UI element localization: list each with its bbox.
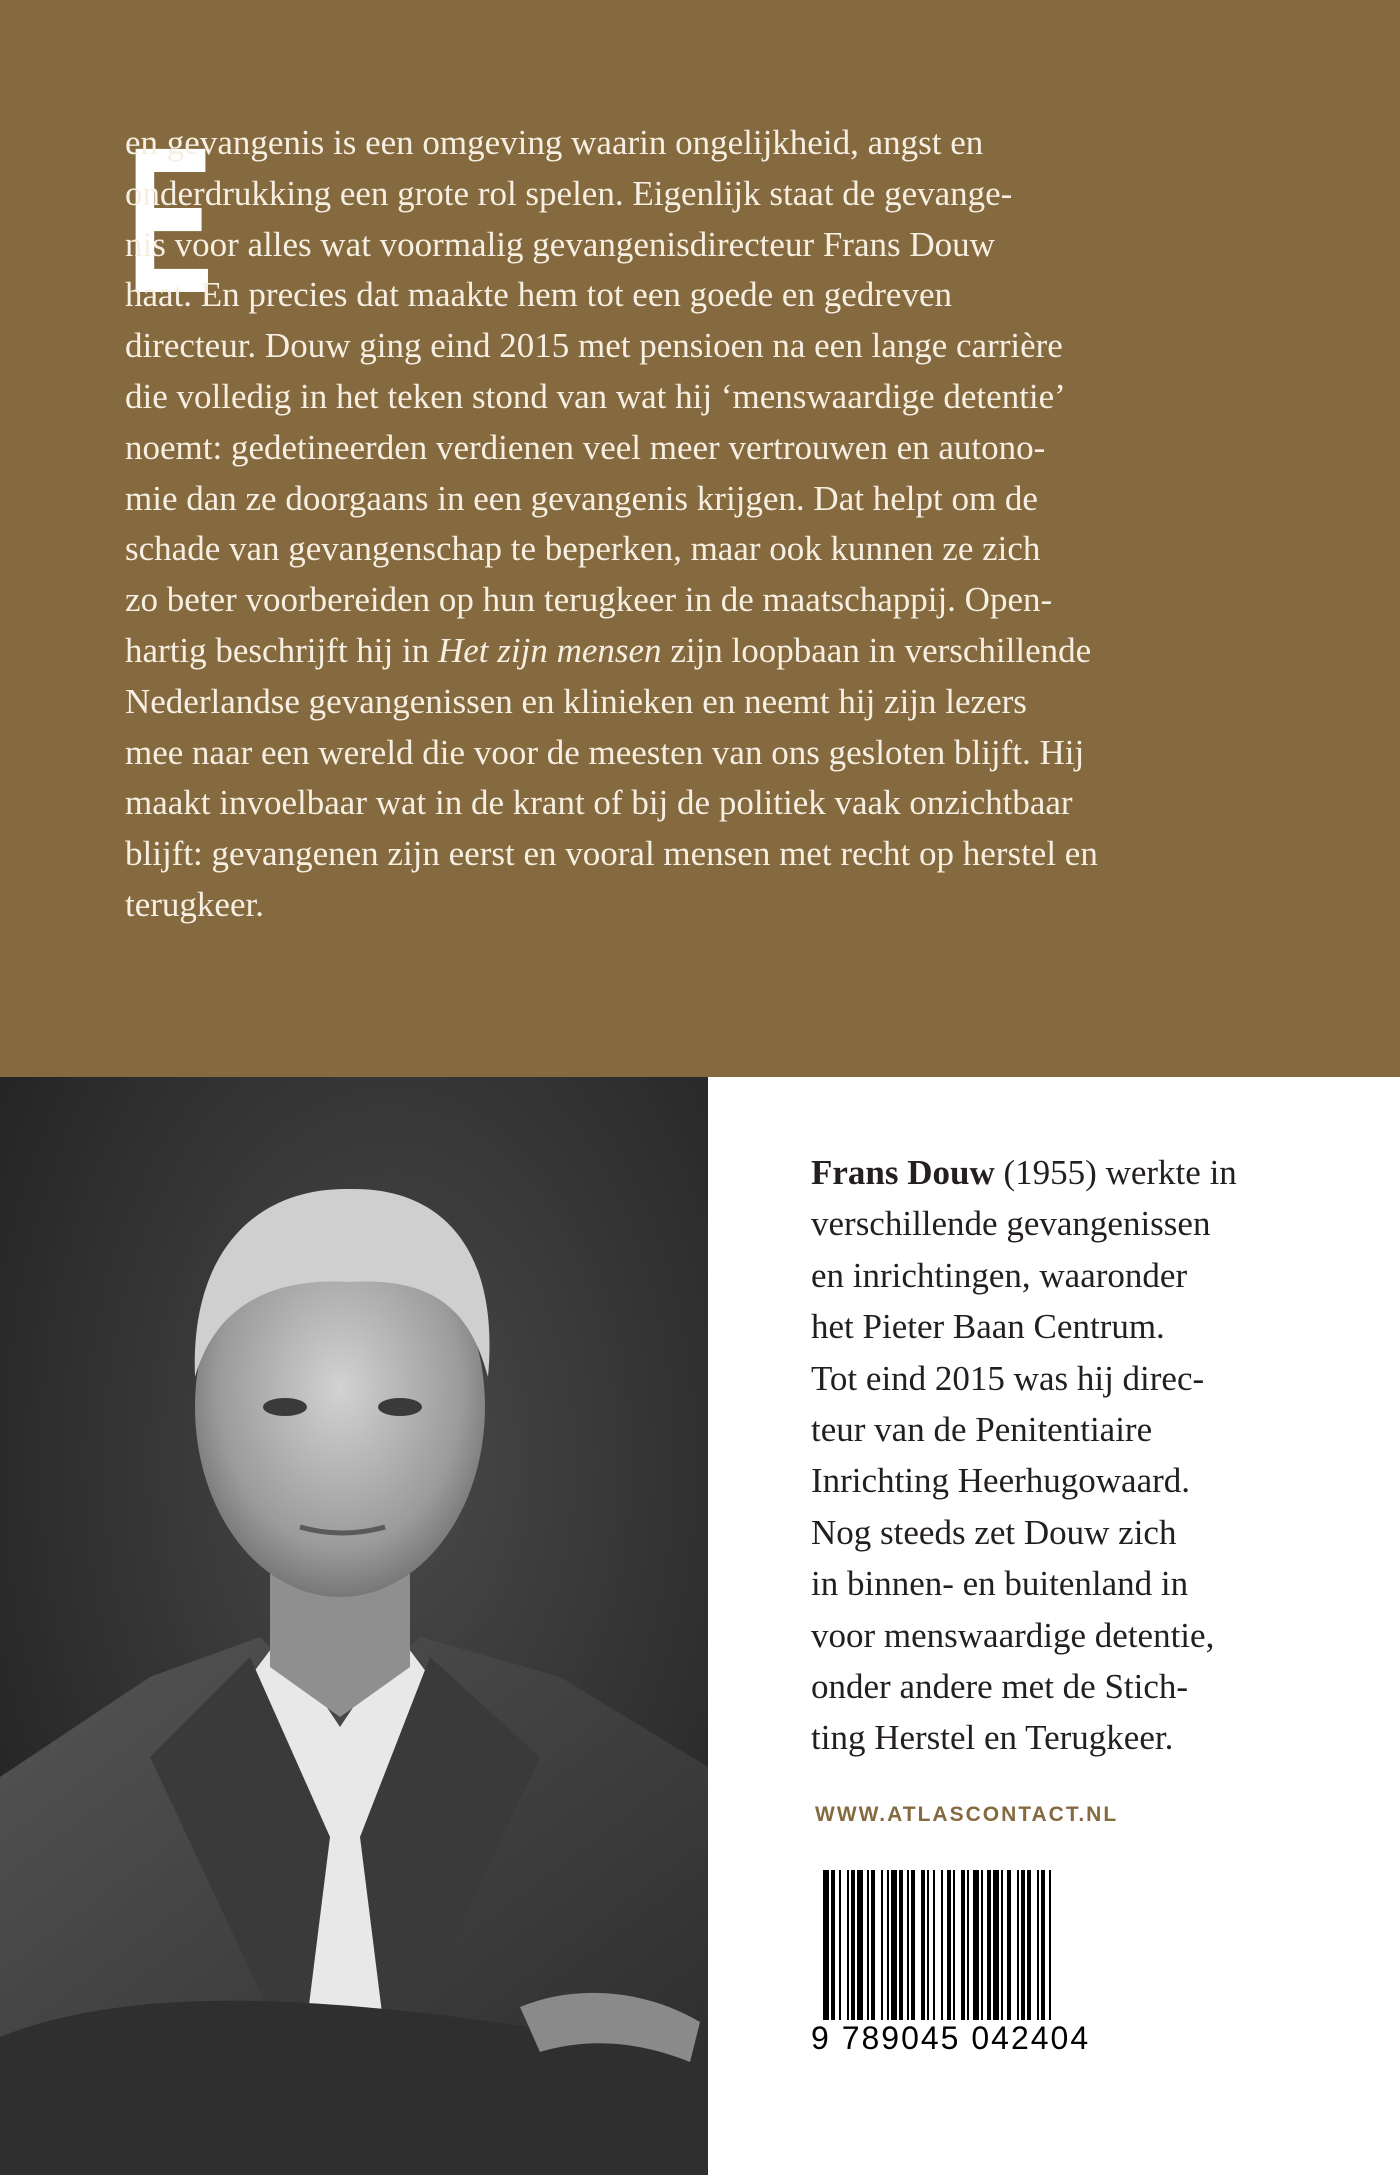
bio-line: Tot eind 2015 was hij direc-: [811, 1358, 1205, 1398]
blurb-line: schade van gevangenschap te beperken, maar ook kunnen ze zich: [125, 529, 1041, 569]
author-portrait-image: [0, 1077, 708, 2175]
bio-line: teur van de Penitentiaire: [811, 1410, 1153, 1450]
barcode-bar: [881, 1870, 883, 2020]
bio-line: Nog steeds zet Douw zich: [811, 1512, 1177, 1552]
barcode-bar: [1001, 1870, 1003, 2020]
barcode-bar: [967, 1870, 969, 2020]
barcode-bar: [1007, 1870, 1011, 2020]
barcode-bar: [857, 1870, 863, 2020]
blurb-line: directeur. Douw ging eind 2015 met pensioen na een lange carrière: [125, 326, 1063, 366]
barcode-bar: [867, 1870, 869, 2020]
barcode-bar: [851, 1870, 855, 2020]
drop-cap: E: [127, 105, 214, 337]
bio-panel: [708, 1077, 1400, 2175]
blurb-line: en gevangenis is een omgeving waarin ongelijkheid, angst en: [125, 123, 984, 162]
blurb-line: Nederlandse gevangenissen en klinieken en neemt hij zijn lezers: [125, 681, 1027, 721]
barcode-bar: [1041, 1870, 1045, 2020]
blurb-line: haat. En precies dat maakte hem tot een goede en gedreven: [125, 275, 952, 315]
author-photo: [0, 1077, 708, 2175]
barcode-bar: [1049, 1870, 1051, 2020]
barcode-bar: [933, 1870, 935, 2020]
barcode-bar: [839, 1870, 841, 2020]
bio-line: voor menswaardige detentie,: [811, 1615, 1215, 1655]
barcode-bar: [1021, 1870, 1025, 2020]
barcode-bar: [907, 1870, 909, 2020]
blurb-line: mie dan ze doorgaans in een gevangenis krijgen. Dat helpt om de: [125, 478, 1038, 518]
blurb-line: die volledig in het teken stond van wat hij ‘menswaardige detentie’: [125, 376, 1066, 416]
bio-line: het Pieter Baan Centrum.: [811, 1307, 1165, 1347]
barcode-bar: [823, 1870, 829, 2020]
bio-line: [811, 1147, 1351, 1198]
barcode-bar: [941, 1870, 943, 2020]
barcode-bar: [961, 1870, 965, 2020]
bio-line: verschillende gevangenissen: [811, 1204, 1211, 1244]
barcode-bar: [911, 1870, 915, 2020]
isbn-number: 9 789045 042404: [811, 2020, 1091, 2056]
barcode-bar: [847, 1870, 849, 2020]
author-bio: [811, 1147, 1351, 1764]
blurb-line: blijft: gevangenen zijn eerst en vooral mensen met recht op herstel en: [125, 834, 1098, 874]
barcode-bar: [891, 1870, 897, 2020]
blurb-line: nis voor alles wat voormalig gevangenisdirecteur Frans Douw: [125, 224, 995, 264]
barcode-bar: [1027, 1870, 1031, 2020]
barcode: [811, 1864, 1123, 2062]
blurb-line: terugkeer.: [125, 884, 264, 924]
bio-line: in binnen- en buitenland in: [811, 1564, 1189, 1604]
publisher-website[interactable]: WWW.ATLASCONTACT.NL: [815, 1803, 1119, 1826]
blurb-line: noemt: gedetineerden verdienen veel meer vertrouwen en autono-: [125, 427, 1046, 467]
blurb-line: maakt invoelbaar wat in de krant of bij de politiek vaak onzichtbaar: [125, 783, 1073, 823]
author-name: Frans Douw: [811, 1153, 995, 1192]
blurb-text: [125, 105, 1265, 931]
barcode-bar: [947, 1870, 951, 2020]
barcode-bar: [973, 1870, 979, 2020]
blurb-line: mee naar een wereld die voor de meesten van ons gesloten blijft. Hij: [125, 732, 1085, 772]
barcode-bar: [887, 1870, 889, 2020]
barcode-bar: [981, 1870, 983, 2020]
barcode-bar: [871, 1870, 875, 2020]
bio-line: ting Herstel en Terugkeer.: [811, 1718, 1174, 1758]
barcode-bar: [1037, 1870, 1039, 2020]
bio-line: en inrichtingen, waaronder: [811, 1255, 1188, 1295]
barcode-bars: [823, 1870, 1111, 2020]
blurb-line: zo beter voorbereiden op hun terugkeer in de maatschappij. Open-: [125, 580, 1053, 620]
blurb-text-segment: zijn loopbaan in verschillende: [661, 630, 1092, 670]
blurb-text-segment: hartig beschrijft hij in: [125, 630, 438, 670]
bio-text-segment: (1955) werkte in: [994, 1153, 1237, 1192]
barcode-bar: [921, 1870, 925, 2020]
barcode-bar: [831, 1870, 835, 2020]
barcode-bar: [993, 1870, 999, 2020]
blurb-panel: [0, 0, 1400, 1077]
barcode-bar: [987, 1870, 991, 2020]
barcode-bar: [953, 1870, 955, 2020]
blurb-line: onderdrukking een grote rol spelen. Eigenlijk staat de gevange-: [125, 173, 1013, 213]
book-title: Het zijn mensen: [437, 630, 662, 670]
bio-line: onder andere met de Stich-: [811, 1667, 1189, 1707]
bio-line: Inrichting Heerhugowaard.: [811, 1461, 1191, 1501]
blurb-line: [125, 626, 1265, 677]
barcode-bar: [1017, 1870, 1019, 2020]
barcode-bar: [927, 1870, 929, 2020]
barcode-bar: [899, 1870, 903, 2020]
